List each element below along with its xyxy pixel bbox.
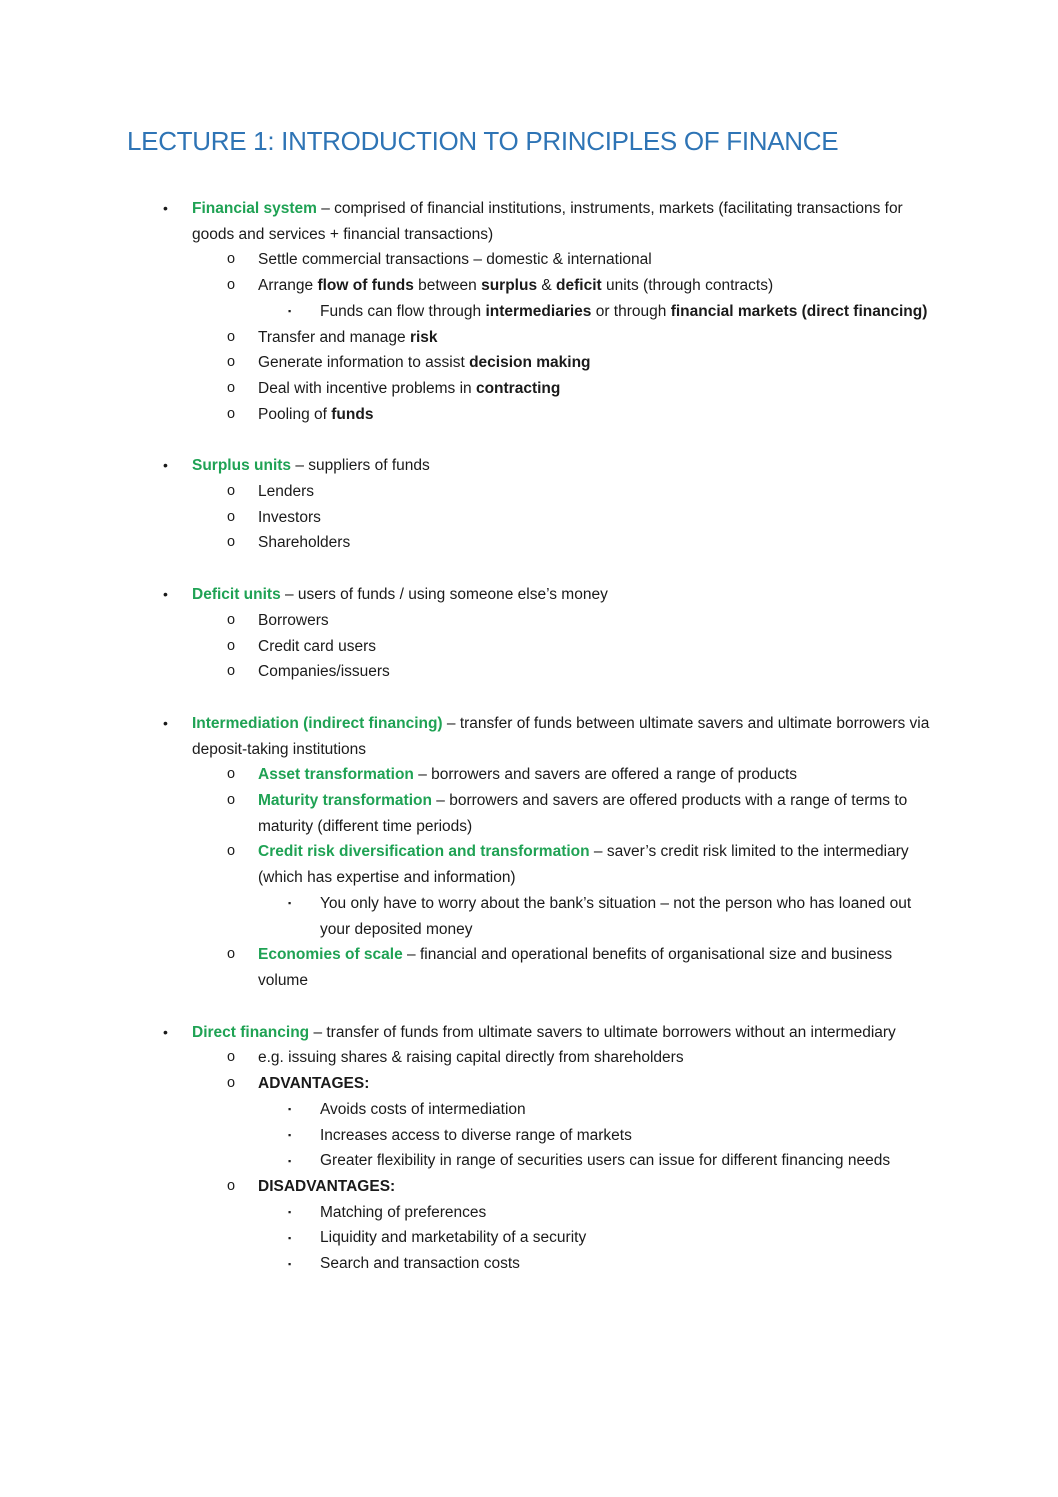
list-item bbox=[163, 711, 934, 762]
list-item-text bbox=[258, 483, 314, 500]
list-item bbox=[288, 891, 934, 942]
text-run: – users of funds / using someone else’s money bbox=[280, 586, 608, 604]
list-item-text bbox=[258, 638, 376, 655]
text-run: Investors bbox=[258, 508, 321, 526]
bullet-marker-level-2: o bbox=[227, 354, 236, 371]
bullet-marker-level-2: o bbox=[227, 843, 236, 860]
page-title: LECTURE 1: INTRODUCTION TO PRINCIPLES OF FINANCE bbox=[127, 126, 839, 156]
list-item-text bbox=[258, 843, 909, 886]
list-item-text bbox=[258, 354, 591, 371]
list-item-text bbox=[258, 534, 350, 551]
text-run: Companies/issuers bbox=[258, 663, 390, 681]
list-item-text bbox=[258, 663, 390, 680]
list-item bbox=[227, 350, 934, 376]
list-item-text bbox=[258, 792, 907, 835]
bullet-marker-level-2: o bbox=[227, 1049, 236, 1066]
list-item bbox=[163, 453, 934, 479]
bullet-marker-level-3: ▪ bbox=[288, 306, 292, 317]
bullet-marker-level-2: o bbox=[227, 328, 236, 345]
bullet-section bbox=[0, 453, 1058, 556]
bullet-marker-level-1: • bbox=[163, 586, 168, 603]
bullet-section bbox=[0, 582, 1058, 685]
text-run: Asset transformation bbox=[258, 766, 414, 784]
bullet-marker-level-2: o bbox=[227, 611, 236, 628]
list-item-text bbox=[192, 1024, 896, 1041]
bullet-marker-level-1: • bbox=[163, 714, 168, 731]
list-item bbox=[288, 1225, 934, 1251]
list-item bbox=[227, 608, 934, 634]
bullet-marker-level-2: o bbox=[227, 663, 236, 680]
text-run: Credit card users bbox=[258, 637, 377, 655]
text-run: Financial system bbox=[192, 200, 317, 217]
bullet-marker-level-2: o bbox=[227, 766, 236, 783]
list-item-text bbox=[258, 329, 438, 346]
bullet-marker-level-1: • bbox=[163, 1023, 168, 1040]
text-run: Settle commercial transactions – domestic & international bbox=[258, 251, 652, 269]
text-run: risk bbox=[409, 328, 438, 346]
text-run: e.g. issuing shares & raising capital directly from shareholders bbox=[258, 1049, 684, 1067]
text-run: Surplus units bbox=[192, 457, 292, 475]
text-run: or through bbox=[591, 302, 671, 320]
list-item-text bbox=[320, 1229, 586, 1246]
bullet-marker-level-2: o bbox=[227, 379, 236, 396]
bullet-marker-level-1: • bbox=[163, 457, 168, 474]
text-run: – saver’s credit risk limited to the intermediary (which has expertise and information) bbox=[258, 843, 909, 887]
bullet-marker-level-3: ▪ bbox=[288, 1104, 292, 1115]
bullet-marker-level-2: o bbox=[227, 483, 236, 500]
text-run: ADVANTAGES: bbox=[258, 1075, 370, 1093]
text-run: – borrowers and savers are offered products with a range of terms to maturity (different time periods) bbox=[258, 792, 908, 835]
text-run: Avoids costs of intermediation bbox=[320, 1100, 526, 1118]
list-item-text bbox=[258, 277, 773, 294]
text-run: Shareholders bbox=[258, 534, 351, 552]
list-item bbox=[227, 402, 934, 428]
list-item bbox=[227, 247, 934, 273]
list-item bbox=[227, 273, 934, 299]
text-run: DISADVANTAGES: bbox=[258, 1177, 396, 1195]
bullet-marker-level-3: ▪ bbox=[288, 898, 292, 909]
text-run: Borrowers bbox=[258, 611, 329, 629]
text-run: Lenders bbox=[258, 483, 315, 501]
list-item-text bbox=[320, 1255, 520, 1272]
list-item bbox=[163, 582, 934, 608]
list-item bbox=[288, 1097, 934, 1123]
list-item-text bbox=[258, 509, 321, 526]
bullet-section bbox=[0, 1020, 1058, 1277]
list-item bbox=[163, 1020, 934, 1046]
document-body bbox=[0, 196, 1058, 1303]
text-run: Generate information to assist bbox=[258, 354, 470, 372]
text-run: – suppliers of funds bbox=[291, 457, 430, 475]
bullet-marker-level-2: o bbox=[227, 792, 236, 809]
list-item bbox=[227, 505, 934, 531]
text-run: Transfer and manage bbox=[258, 328, 410, 346]
text-run: Arrange bbox=[258, 277, 318, 295]
text-run: Direct financing bbox=[192, 1023, 310, 1041]
bullet-marker-level-3: ▪ bbox=[288, 1207, 292, 1218]
text-run: Matching of preferences bbox=[320, 1203, 487, 1221]
text-run: units (through contracts) bbox=[601, 277, 774, 295]
bullet-section bbox=[0, 711, 1058, 994]
text-run: surplus bbox=[481, 277, 538, 295]
list-item-text bbox=[320, 1127, 632, 1144]
text-run: financial markets (direct financing) bbox=[670, 302, 928, 320]
list-item bbox=[227, 634, 934, 660]
text-run: – borrowers and savers are offered a range of products bbox=[413, 766, 798, 784]
list-item-text bbox=[258, 1075, 369, 1092]
bullet-marker-level-2: o bbox=[227, 277, 236, 294]
bullet-marker-level-2: o bbox=[227, 946, 236, 963]
text-run: – transfer of funds between ultimate savers and ultimate borrowers via deposit-taking institutions bbox=[192, 714, 930, 758]
list-item-text bbox=[192, 457, 430, 474]
text-run: & bbox=[537, 277, 557, 295]
list-item bbox=[227, 788, 934, 839]
bullet-marker-level-3: ▪ bbox=[288, 1232, 292, 1243]
text-run: You only have to worry about the bank’s situation – not the person who has loaned out your deposited money bbox=[320, 894, 912, 938]
list-item bbox=[288, 1200, 934, 1226]
text-run: – comprised of financial institutions, instruments, markets (facilitating transactions for goods and services + financial transactions) bbox=[192, 200, 903, 243]
bullet-marker-level-2: o bbox=[227, 534, 236, 551]
list-item bbox=[288, 1148, 934, 1174]
text-run: Maturity transformation bbox=[258, 792, 432, 810]
text-run: Search and transaction costs bbox=[320, 1255, 520, 1273]
bullet-marker-level-3: ▪ bbox=[288, 1155, 292, 1166]
list-item bbox=[288, 299, 934, 325]
list-item-text bbox=[258, 1178, 395, 1195]
list-item-text bbox=[320, 1204, 486, 1221]
list-item bbox=[227, 942, 934, 993]
list-item bbox=[163, 196, 934, 247]
list-item-text bbox=[258, 946, 892, 989]
text-run: Deficit units bbox=[192, 586, 281, 604]
text-run: flow of funds bbox=[317, 277, 414, 295]
text-run: – financial and operational benefits of organisational size and business volume bbox=[258, 946, 893, 989]
bullet-marker-level-1: • bbox=[163, 200, 168, 216]
text-run: intermediaries bbox=[485, 302, 592, 320]
list-item bbox=[227, 479, 934, 505]
list-item-text bbox=[192, 586, 608, 603]
list-item bbox=[227, 1174, 934, 1200]
text-run: Deal with incentive problems in bbox=[258, 379, 476, 397]
list-item bbox=[288, 1123, 934, 1149]
list-item-text bbox=[320, 895, 911, 938]
list-item-text bbox=[258, 766, 797, 783]
list-item-text bbox=[192, 715, 929, 758]
list-item-text bbox=[258, 406, 373, 423]
text-run: funds bbox=[331, 405, 374, 423]
bullet-marker-level-2: o bbox=[227, 1075, 236, 1092]
text-run: Intermediation (indirect financing) bbox=[192, 714, 443, 732]
bullet-marker-level-2: o bbox=[227, 251, 236, 268]
list-item bbox=[227, 1045, 934, 1071]
bullet-marker-level-3: ▪ bbox=[288, 1258, 292, 1269]
text-run: Funds can flow through bbox=[320, 302, 486, 320]
text-run: Economies of scale bbox=[258, 946, 403, 964]
bullet-section bbox=[0, 196, 1058, 427]
text-run: Increases access to diverse range of markets bbox=[320, 1126, 632, 1144]
bullet-marker-level-2: o bbox=[227, 405, 236, 422]
text-run: Liquidity and marketability of a security bbox=[320, 1229, 587, 1247]
text-run: Pooling of bbox=[258, 405, 332, 423]
bullet-marker-level-3: ▪ bbox=[288, 1130, 292, 1140]
list-item-text bbox=[258, 1049, 684, 1066]
bullet-marker-level-2: o bbox=[227, 1177, 236, 1194]
list-item bbox=[227, 762, 934, 788]
list-item-text bbox=[258, 380, 560, 397]
list-item bbox=[288, 1251, 934, 1277]
text-run: contracting bbox=[475, 379, 561, 397]
list-item-text bbox=[320, 1101, 526, 1118]
list-item bbox=[227, 659, 934, 685]
bullet-marker-level-2: o bbox=[227, 508, 236, 525]
list-item-text bbox=[192, 200, 903, 243]
list-item-text bbox=[320, 303, 927, 320]
text-run: decision making bbox=[469, 354, 591, 372]
text-run: – transfer of funds from ultimate savers to ultimate borrowers without an intermediary bbox=[309, 1023, 896, 1041]
list-item bbox=[227, 1071, 934, 1097]
list-item bbox=[227, 839, 934, 890]
list-item-text bbox=[258, 251, 652, 268]
text-run: deficit bbox=[556, 277, 602, 295]
list-item bbox=[227, 325, 934, 351]
list-item-text bbox=[258, 612, 329, 629]
text-run: Greater flexibility in range of securities users can issue for different financing needs bbox=[320, 1152, 891, 1170]
bullet-marker-level-2: o bbox=[227, 637, 236, 654]
text-run: between bbox=[413, 277, 482, 295]
text-run: Credit risk diversification and transformation bbox=[258, 843, 590, 861]
list-item-text bbox=[320, 1152, 890, 1169]
list-item bbox=[227, 530, 934, 556]
list-item bbox=[227, 376, 934, 402]
